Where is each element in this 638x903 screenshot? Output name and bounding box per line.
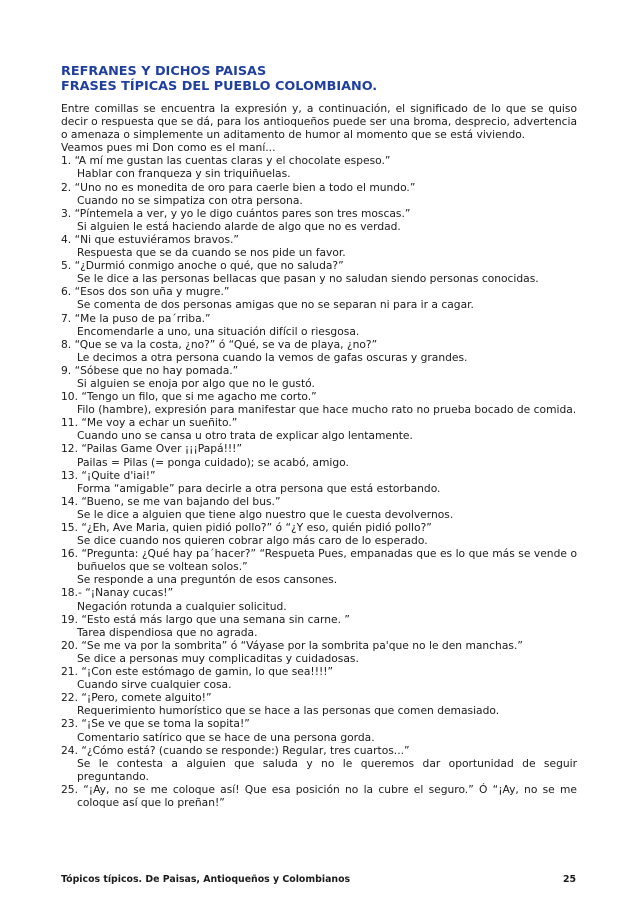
saying-item	[61, 521, 577, 547]
saying-expression: 15. “¿Eh, Ave Maria, quien pidió pollo?” ó “¿Y eso, quién pidió pollo?”	[61, 521, 432, 534]
saying-expression: 24. “¿Cómo está? (cuando se responde:) Regular, tres cuartos...”	[61, 743, 410, 757]
saying-item	[61, 390, 577, 416]
saying-expression: 22. “¡Pero, comete alguito!”	[61, 691, 212, 705]
saying-expression: 16. “Pregunta: ¿Qué hay pa´hacer?” “Respueta Pues, empanadas que es lo que más se vende o buñuelos que se voltean solos.”	[61, 547, 577, 574]
saying-item	[61, 364, 577, 390]
saying-meaning: Cuando no se simpatiza con otra persona.	[77, 193, 303, 207]
saying-meaning: Cuando sirve cualquier cosa.	[77, 678, 232, 692]
document-body	[61, 102, 577, 809]
saying-item	[61, 783, 577, 809]
saying-expression: 9. “Sóbese que no hay pomada.”	[61, 363, 239, 377]
document-subtitle: FRASES TÍPICAS DEL PUEBLO COLOMBIANO.	[61, 79, 378, 94]
saying-meaning: Filo (hambre), expresión para manifestar que hace mucho rato no prueba bocado de comida.	[77, 403, 577, 417]
saying-meaning: Si alguien se enoja por algo que no le gustó.	[77, 376, 315, 390]
sayings-list	[61, 154, 577, 809]
saying-expression: 23. “¡Se ve que se toma la sopita!”	[61, 717, 250, 731]
saying-expression: 7. “Me la puso de pa´rriba.”	[61, 311, 211, 325]
saying-meaning: Hablar con franqueza y sin triquiñuelas.	[77, 167, 291, 181]
saying-expression: 19. “Esto está más largo que una semana sin carne. ”	[61, 612, 350, 626]
saying-expression: 10. “Tengo un filo, que si me agacho me corto.”	[61, 390, 317, 404]
saying-expression: 20. “Se me va por la sombrita” ó “Váyase por la sombrita pa'que no le den manchas.”	[61, 638, 523, 652]
saying-item	[61, 744, 577, 783]
saying-meaning: Cuando uno se cansa u otro trata de explicar algo lentamente.	[77, 429, 413, 443]
saying-meaning: Se le dice a alguien que tiene algo nuestro que le cuesta devolvernos.	[77, 507, 454, 521]
saying-meaning: Se le contesta a alguien que saluda y no le queremos dar oportunidad de seguir preguntando.	[77, 756, 577, 783]
saying-item	[61, 547, 577, 586]
saying-meaning: Negación rotunda a cualquier solicitud.	[77, 599, 287, 613]
saying-item	[61, 285, 577, 311]
intro-paragraph: Entre comillas se encuentra la expresión y, a continuación, el significado de lo que se quiso decir o respuesta que se dá, para los antioqueños puede ser una broma, desprecio, advertencia o amenaza o simplemente un aditamento de humor al momento que se está viviendo.	[61, 102, 577, 142]
saying-item	[61, 181, 577, 207]
saying-expression: 25. “¡Ay, no se me coloque así! Que esa posición no la cubre el seguro.” Ó “¡Ay, no se me coloque así que lo preñan!”	[61, 782, 577, 809]
saying-expression: 5. “¿Durmió conmigo anoche o qué, que no saluda?”	[61, 259, 344, 273]
saying-meaning: Pailas = Pilas (= ponga cuidado); se acabó, amigo.	[77, 455, 349, 469]
saying-item	[61, 586, 577, 612]
saying-meaning: Se responde a una preguntón de esos cansones.	[77, 573, 338, 587]
saying-meaning: Tarea dispendiosa que no agrada.	[77, 625, 258, 639]
saying-item	[61, 233, 577, 259]
saying-expression: 6. “Esos dos son uña y mugre.”	[61, 285, 230, 299]
saying-expression: 11. “Me voy a echar un sueñito.”	[61, 416, 238, 430]
document-title: REFRANES Y DICHOS PAISAS	[61, 64, 267, 79]
saying-item	[61, 495, 577, 521]
saying-item	[61, 416, 577, 442]
lead-line: Veamos pues mi Don como es el maní...	[61, 141, 276, 155]
saying-expression: 12. “Pailas Game Over ¡¡¡Papá!!!”	[61, 442, 242, 456]
saying-expression: 1. “A mí me gustan las cuentas claras y el chocolate espeso.”	[61, 154, 391, 168]
saying-meaning: Respuesta que se da cuando se nos pide un favor.	[77, 246, 346, 260]
saying-item	[61, 442, 577, 468]
saying-item	[61, 717, 577, 743]
saying-expression: 4. “Ni que estuviéramos bravos.”	[61, 232, 239, 246]
saying-meaning: Le decimos a otra persona cuando la vemos de gafas oscuras y grandes.	[77, 350, 468, 364]
saying-item	[61, 469, 577, 495]
saying-expression: 13. “¡Quite d'iai!”	[61, 468, 156, 482]
saying-item	[61, 259, 577, 285]
saying-expression: 14. “Bueno, se me van bajando del bus.”	[61, 494, 281, 508]
saying-meaning: Encomendarle a uno, una situación difícil o riesgosa.	[77, 324, 360, 338]
saying-meaning: Se dice a personas muy complicaditas y cuidadosas.	[77, 651, 359, 665]
saying-item	[61, 613, 577, 639]
saying-item	[61, 338, 577, 364]
saying-item	[61, 154, 577, 180]
saying-item	[61, 207, 577, 233]
page-number: 25	[562, 874, 576, 885]
saying-item	[61, 639, 577, 665]
saying-meaning: Se comenta de dos personas amigas que no se separan ni para ir a cagar.	[77, 298, 474, 312]
saying-item	[61, 312, 577, 338]
saying-meaning: Se le dice a las personas bellacas que pasan y no saludan siendo personas conocidas.	[77, 272, 539, 286]
page-footer	[61, 874, 576, 886]
saying-meaning: Se dice cuando nos quieren cobrar algo más caro de lo esperado.	[77, 534, 428, 548]
saying-meaning: Si alguien le está haciendo alarde de algo que no es verdad.	[77, 219, 401, 233]
saying-item	[61, 665, 577, 691]
saying-expression: 8. “Que se va la costa, ¿no?” ó “Qué, se va de playa, ¿no?”	[61, 337, 378, 351]
saying-expression: 18.- “¡Nanay cucas!”	[61, 586, 174, 600]
footer-text: Tópicos típicos. De Paisas, Antioqueños y Colombianos	[61, 874, 351, 885]
saying-meaning: Forma “amigable” para decirle a otra persona que está estorbando.	[77, 481, 441, 495]
saying-expression: 2. “Uno no es monedita de oro para caerle bien a todo el mundo.”	[61, 180, 416, 194]
saying-meaning: Requerimiento humorístico que se hace a las personas que comen demasiado.	[77, 704, 500, 718]
title-block	[61, 64, 581, 94]
saying-item	[61, 691, 577, 717]
saying-expression: 21. “¡Con este estómago de gamin, lo que sea!!!!”	[61, 665, 334, 679]
saying-expression: 3. “Píntemela a ver, y yo le digo cuántos pares son tres moscas.”	[61, 206, 411, 220]
saying-meaning: Comentario satírico que se hace de una persona gorda.	[77, 730, 375, 744]
